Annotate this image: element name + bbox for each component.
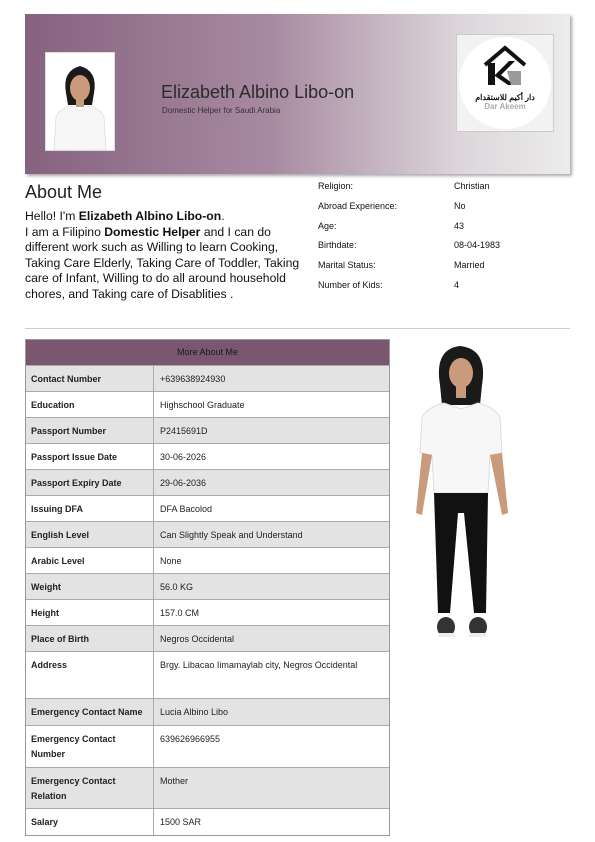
table-row: Arabic Level None xyxy=(26,547,389,573)
table-row: Contact Number +639638924930 xyxy=(26,365,389,391)
table-row: English Level Can Slightly Speak and Understand xyxy=(26,521,389,547)
house-logo-icon xyxy=(479,43,531,91)
info-row-marital-status: Marital Status: Married xyxy=(318,260,485,271)
table-row: Place of Birth Negros Occidental xyxy=(26,625,389,651)
logo-english-text: Dar Akeem xyxy=(484,102,526,111)
info-row-number-of-kids: Number of Kids: 4 xyxy=(318,279,460,290)
personal-info xyxy=(318,181,568,300)
info-row-age: Age: 43 xyxy=(318,220,465,231)
table-row: Emergency Contact Number 639626966955 xyxy=(26,725,389,767)
section-divider xyxy=(25,328,570,329)
table-row: Emergency Contact Name Lucia Albino Libo xyxy=(26,698,389,725)
agency-logo xyxy=(456,34,554,132)
logo-arabic-text: دار أكيم للاستقدام xyxy=(475,93,535,102)
info-row-birthdate: Birthdate: 08-04-1983 xyxy=(318,240,501,251)
table-row: Height 157.0 CM xyxy=(26,599,389,625)
about-description: Hello! I'm Elizabeth Albino Libo-on. I am a Filipino Domestic Helper and I can do different work such as Willing to learn Cooking, Taking Care Elderly, Taking Care of Toddler, Taking care of Infant, Willing to do all around household chores, and Taking care of Disablities . xyxy=(25,209,300,301)
profile-name: Elizabeth Albino Libo-on xyxy=(161,82,355,102)
info-row-religion: Religion: Christian xyxy=(318,181,490,191)
table-row: Passport Number P2415691D xyxy=(26,417,389,443)
profile-header xyxy=(25,14,570,174)
profile-photo xyxy=(45,52,115,151)
profile-role: Domestic Helper for Saudi Arabia xyxy=(162,106,281,115)
full-body-photo xyxy=(412,343,512,645)
table-row: Salary 1500 SAR xyxy=(26,808,389,835)
table-title: More About Me xyxy=(26,340,389,365)
info-row-abroad-experience: Abroad Experience: No xyxy=(318,200,466,211)
table-row: Education Highschool Graduate xyxy=(26,391,389,417)
table-row: Weight 56.0 KG xyxy=(26,573,389,599)
about-title: About Me xyxy=(25,182,103,202)
table-row: Passport Issue Date 30-06-2026 xyxy=(26,443,389,469)
table-row: Emergency Contact Relation Mother xyxy=(26,767,389,808)
more-about-table xyxy=(25,339,390,836)
table-row: Issuing DFA DFA Bacolod xyxy=(26,495,389,521)
table-row: Address Brgy. Libacao Iimamaylab city, Negros Occidental xyxy=(26,651,389,698)
table-row: Passport Expiry Date 29-06-2036 xyxy=(26,469,389,495)
